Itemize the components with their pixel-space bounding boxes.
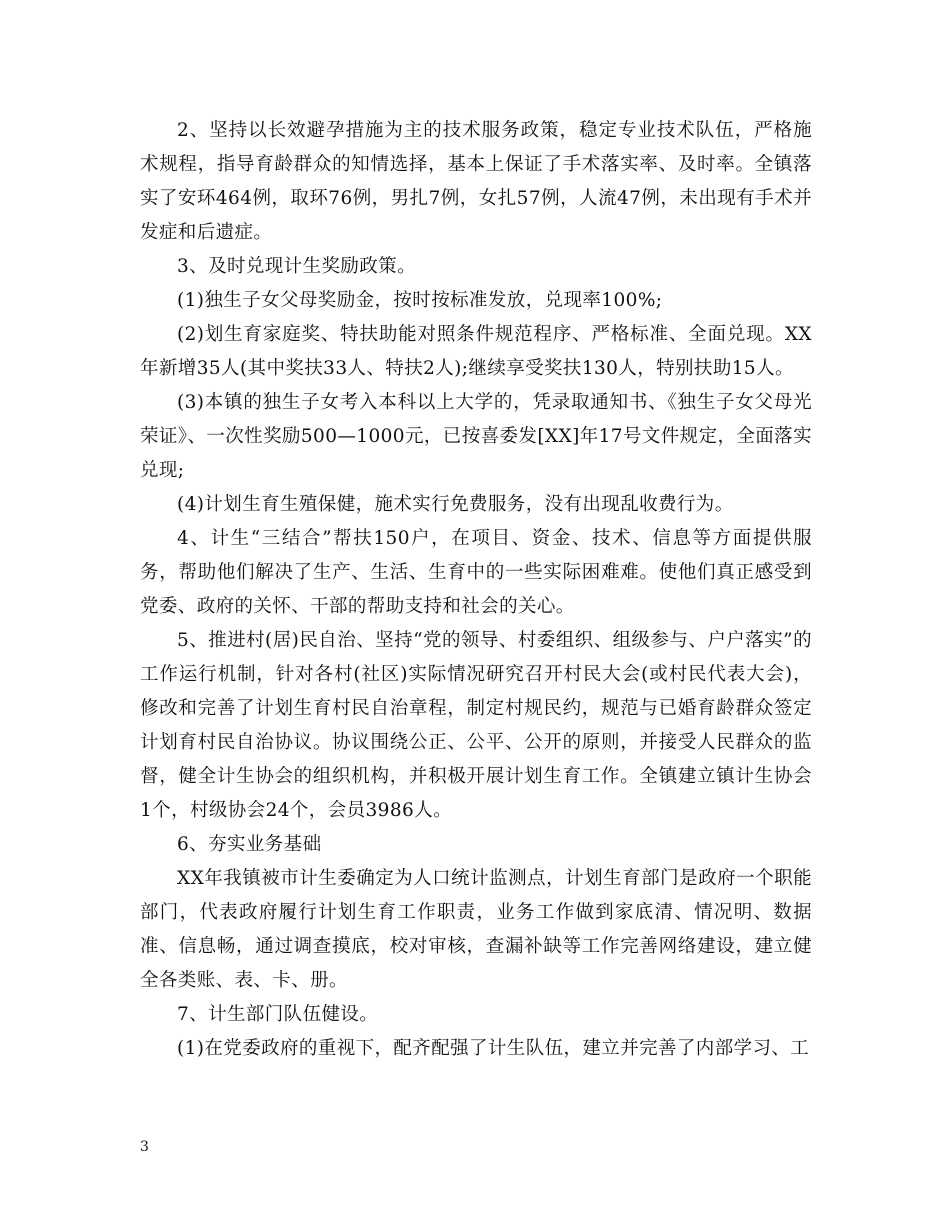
paragraph-item-4: 4、计生“三结合”帮扶150户，在项目、资金、技术、信息等方面提供服务，帮助他们解决了生产、生活、生育中的一些实际困难难。使他们真正感受到党委、政府的关怀、干部的帮助支持和社会的关心。 <box>140 528 812 617</box>
paragraph-item-7: 7、计生部门队伍健设。 <box>177 1004 379 1025</box>
paragraph-subitem-3-1: (1)独生子女父母奖励金，按时按标准发放，兑现率100%; <box>177 290 663 311</box>
document-body <box>140 114 812 1066</box>
paragraph-item-2: 2、坚持以长效避孕措施为主的技术服务政策，稳定专业技术队伍，严格施术规程，指导育龄群众的知情选择，基本上保证了手术落实率、及时率。全镇落实了安环464例，取环76例，男扎7例，女扎57例，人流47例，未出现有手术并发症和后遗症。 <box>140 120 812 243</box>
paragraph-subitem-3-4: (4)计划生育生殖保健，施术实行免费服务，没有出现乱收费行为。 <box>177 494 734 515</box>
paragraph-item-6-body: XX年我镇被市计生委确定为人口统计监测点，计划生育部门是政府一个职能部门，代表政府履行计划生育工作职责，业务工作做到家底清、情况明、数据准、信息畅，通过调查摸底，校对审核，查漏补缺等工作完善网络建设，建立健全各类账、表、卡、册。 <box>140 868 812 991</box>
paragraph-subitem-3-2: (2)划生育家庭奖、特扶助能对照条件规范程序、严格标准、全面兑现。XX年新增35人(其中奖扶33人、特扶2人);继续享受奖扶130人，特别扶助15人。 <box>140 324 812 379</box>
paragraph-item-5: 5、推进村(居)民自治、坚持“党的领导、村委组织、组级参与、户户落实”的工作运行机制，针对各村(社区)实际情况研究召开村民大会(或村民代表大会)，修改和完善了计划生育村民自治章程，制定村规民约，规范与已婚育龄群众签定计划育村民自治协议。协议围绕公正、公平、公开的原则，并接受人民群众的监督，健全计生协会的组织机构，并积极开展计划生育工作。全镇建立镇计生协会1个，村级协会24个，会员3986人。 <box>140 630 812 821</box>
paragraph-subitem-7-1: (1)在党委政府的重视下，配齐配强了计生队伍，建立并完善了内部学习、工 <box>177 1038 810 1059</box>
page-number: 3 <box>140 1139 149 1155</box>
paragraph-subitem-3-3: (3)本镇的独生子女考入本科以上大学的，凭录取通知书、《独生子女父母光荣证》、一次性奖励500—1000元，已按喜委发[XX]年17号文件规定，全面落实兑现; <box>140 392 812 481</box>
paragraph-item-3: 3、及时兑现计生奖励政策。 <box>177 256 416 277</box>
paragraph-item-6: 6、夯实业务基础 <box>177 834 322 855</box>
